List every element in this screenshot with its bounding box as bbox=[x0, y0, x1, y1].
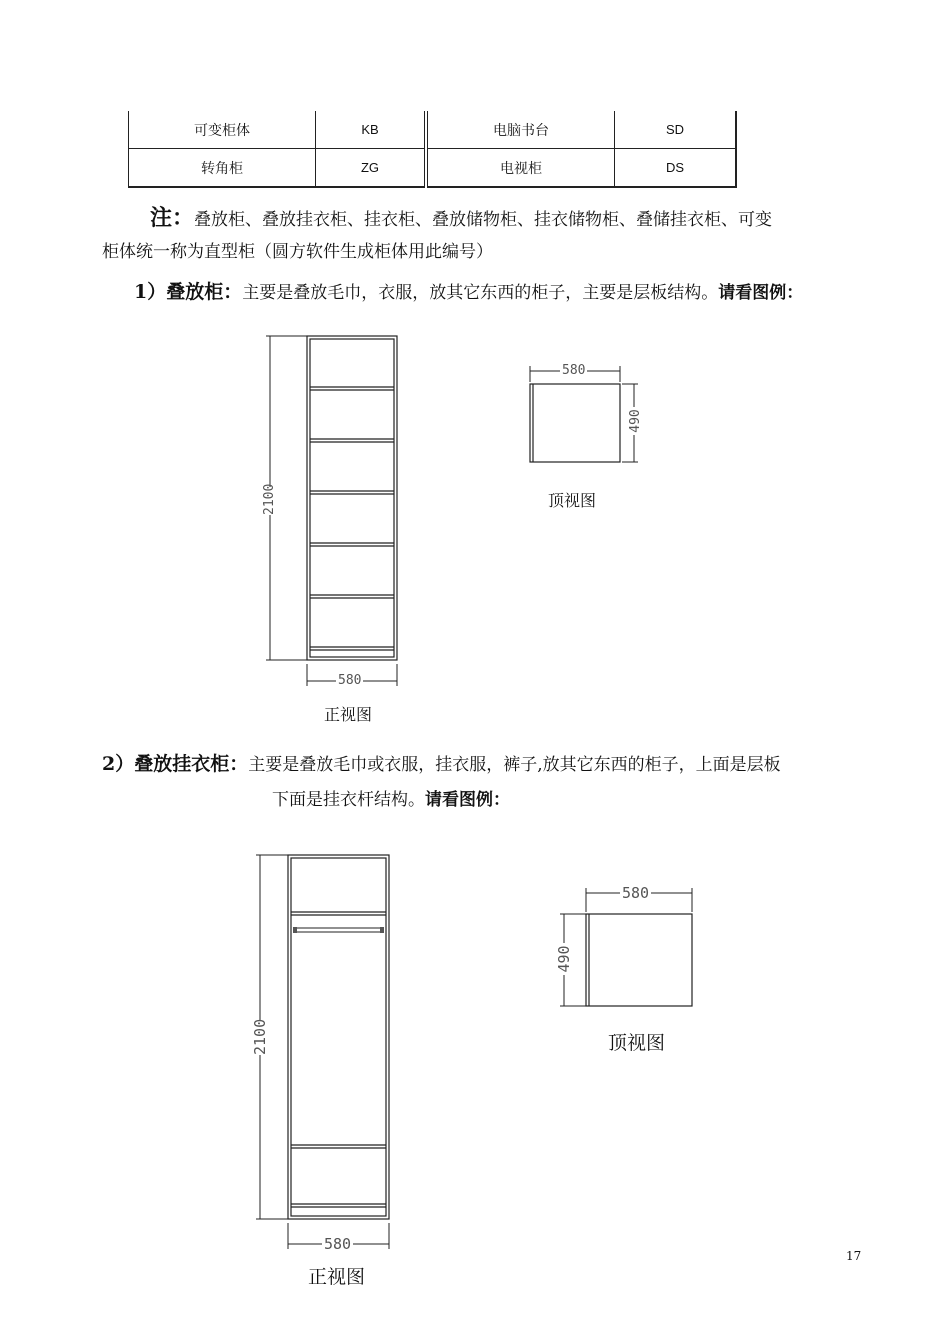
table-cell: 转角柜 bbox=[129, 149, 316, 188]
table-cell: 电视柜 bbox=[426, 149, 615, 188]
page-number: 17 bbox=[846, 1249, 862, 1263]
figure2-hanging-rod bbox=[293, 927, 384, 933]
table-cell: 电脑书台 bbox=[426, 111, 615, 149]
table-cell: DS bbox=[615, 149, 737, 188]
note-line-2: 柜体统一称为直型柜（圆方软件生成柜体用此编号） bbox=[102, 242, 493, 262]
table-cell: 可变柜体 bbox=[129, 111, 316, 149]
section2-see: 请看图例： bbox=[425, 790, 510, 810]
figure1-top-depth-label: 490 bbox=[628, 407, 644, 435]
table-cell: SD bbox=[615, 111, 737, 149]
section2-heading: 2）叠放挂衣柜： bbox=[102, 753, 249, 775]
figure1-top-width-label: 580 bbox=[562, 363, 586, 378]
note-label: 注： bbox=[150, 205, 195, 231]
figure2-top-depth-label: 490 bbox=[555, 943, 573, 975]
table-cell: ZG bbox=[316, 149, 427, 188]
section1-see: 请看图例： bbox=[718, 283, 804, 303]
figure2-top-dimensions bbox=[560, 888, 692, 1006]
figure2-top-width-label: 580 bbox=[622, 884, 650, 902]
section1-heading: 1）叠放柜： bbox=[134, 281, 243, 303]
figure1-front-caption: 正视图 bbox=[324, 705, 373, 724]
section2-text-2: 下面是挂衣杆结构。 bbox=[272, 790, 425, 810]
figure1-front-height-label: 2100 bbox=[255, 487, 285, 515]
section1-text: 主要是叠放毛巾，衣服，放其它东西的柜子，主要是层板结构。 bbox=[242, 283, 719, 303]
figure2-front-width-label: 580 bbox=[324, 1235, 352, 1253]
figure2-front-dimensions bbox=[256, 855, 389, 1249]
figure2-front-caption: 正视图 bbox=[308, 1266, 366, 1288]
figure2-front-cabinet bbox=[288, 855, 389, 1219]
figure2-top-cabinet bbox=[586, 914, 692, 1006]
table-cell: KB bbox=[316, 111, 427, 149]
note-text-1: 叠放柜、叠放挂衣柜、挂衣柜、叠放储物柜、挂衣储物柜、叠储挂衣柜、可变 bbox=[194, 210, 773, 230]
figure2-top-caption: 顶视图 bbox=[608, 1032, 666, 1054]
section2-text-1: 主要是叠放毛巾或衣服，挂衣服，裤子,放其它东西的柜子，上面是层板 bbox=[248, 755, 781, 775]
figure1-top-caption: 顶视图 bbox=[548, 491, 597, 510]
figure1-front-width-label: 580 bbox=[338, 673, 362, 688]
figure2-front-height-label: 2100 bbox=[245, 1021, 275, 1055]
